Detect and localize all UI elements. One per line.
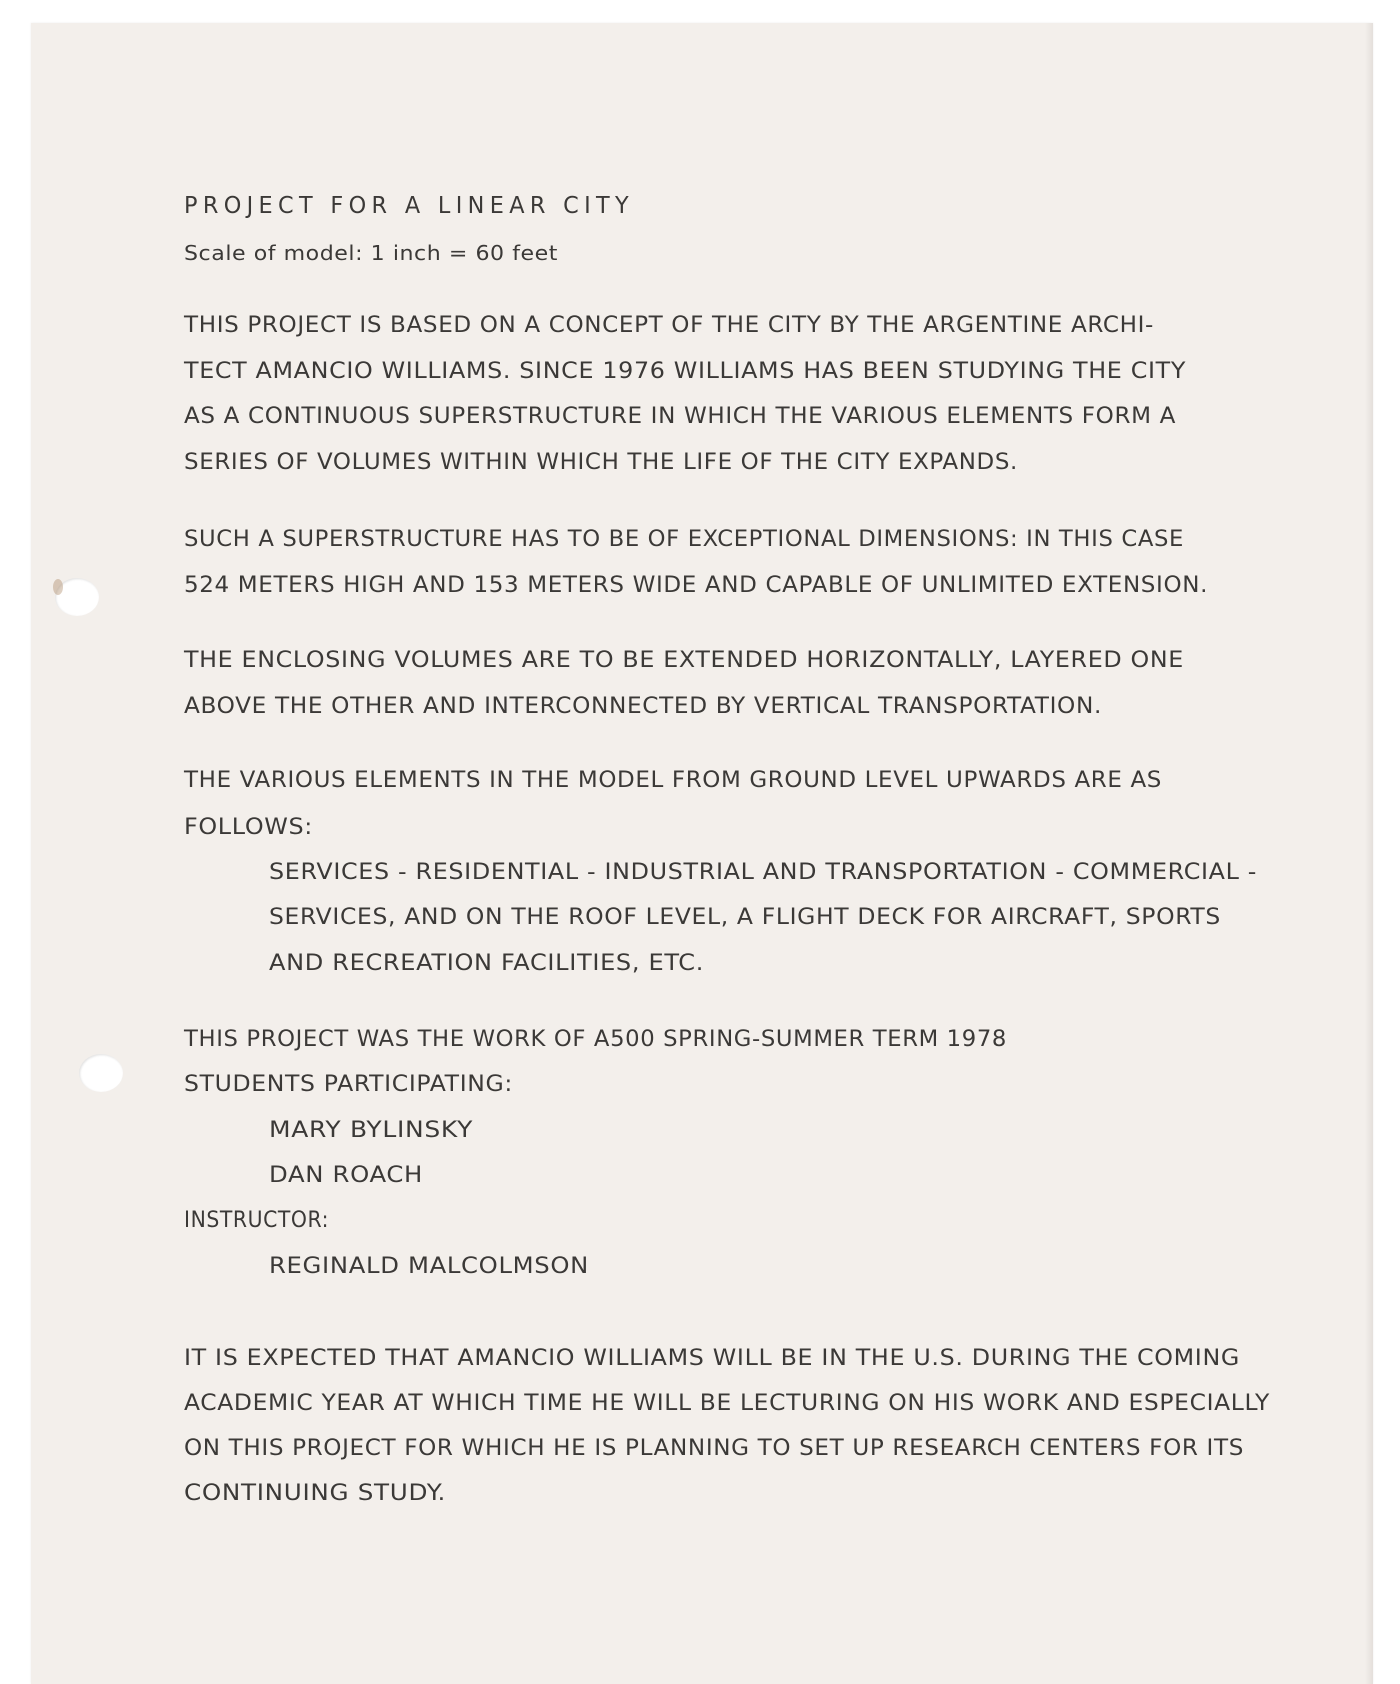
student-name: DAN ROACH	[269, 1163, 423, 1188]
paragraph-3-line-1: THE ENCLOSING VOLUMES ARE TO BE EXTENDED HORIZONTALLY, LAYERED ONE	[184, 648, 1184, 673]
student-name: MARY BYLINSKY	[269, 1118, 473, 1143]
closing-line-2: ACADEMIC YEAR AT WHICH TIME HE WILL BE LECTURING ON HIS WORK AND ESPECIALLY	[184, 1391, 1271, 1416]
closing-line-4: CONTINUING STUDY.	[184, 1481, 446, 1506]
paragraph-1-line-1: THIS PROJECT IS BASED ON A CONCEPT OF THE CITY BY THE ARGENTINE ARCHI-	[184, 313, 1154, 338]
punch-hole-lower	[79, 1054, 123, 1092]
instructor-label: INSTRUCTOR:	[184, 1208, 329, 1233]
paragraph-1-line-3: AS A CONTINUOUS SUPERSTRUCTURE IN WHICH THE VARIOUS ELEMENTS FORM A	[184, 404, 1177, 429]
scale-note: Scale of model: 1 inch = 60 feet	[184, 241, 558, 265]
element-list-line-1: SERVICES - RESIDENTIAL - INDUSTRIAL AND TRANSPORTATION - COMMERCIAL -	[269, 860, 1258, 885]
typed-sheet	[31, 23, 1373, 1684]
paragraph-4-line-1: THE VARIOUS ELEMENTS IN THE MODEL FROM GROUND LEVEL UPWARDS ARE AS	[184, 768, 1163, 793]
students-label: STUDENTS PARTICIPATING:	[184, 1072, 514, 1097]
paragraph-3-line-2: ABOVE THE OTHER AND INTERCONNECTED BY VERTICAL TRANSPORTATION.	[184, 694, 1102, 719]
work-credit-line: THIS PROJECT WAS THE WORK OF A500 SPRING-SUMMER TERM 1978	[184, 1027, 1007, 1052]
element-list-line-3: AND RECREATION FACILITIES, ETC.	[269, 951, 705, 976]
sheet-edge-shadow	[1365, 23, 1373, 1684]
paragraph-1-line-2: TECT AMANCIO WILLIAMS. SINCE 1976 WILLIAMS HAS BEEN STUDYING THE CITY	[184, 359, 1187, 384]
rust-stain	[53, 579, 63, 595]
closing-line-3: ON THIS PROJECT FOR WHICH HE IS PLANNING TO SET UP RESEARCH CENTERS FOR ITS	[184, 1436, 1244, 1461]
instructor-name: REGINALD MALCOLMSON	[269, 1254, 589, 1279]
element-list-line-2: SERVICES, AND ON THE ROOF LEVEL, A FLIGHT DECK FOR AIRCRAFT, SPORTS	[269, 905, 1221, 930]
closing-line-1: IT IS EXPECTED THAT AMANCIO WILLIAMS WILL BE IN THE U.S. DURING THE COMING	[184, 1346, 1240, 1371]
paragraph-4-line-2: FOLLOWS:	[184, 815, 314, 840]
paragraph-2-line-1: SUCH A SUPERSTRUCTURE HAS TO BE OF EXCEPTIONAL DIMENSIONS: IN THIS CASE	[184, 527, 1185, 552]
paragraph-2-line-2: 524 METERS HIGH AND 153 METERS WIDE AND CAPABLE OF UNLIMITED EXTENSION.	[184, 573, 1209, 598]
document-title: PROJECT FOR A LINEAR CITY	[184, 193, 635, 219]
paragraph-1-line-4: SERIES OF VOLUMES WITHIN WHICH THE LIFE OF THE CITY EXPANDS.	[184, 450, 1018, 475]
